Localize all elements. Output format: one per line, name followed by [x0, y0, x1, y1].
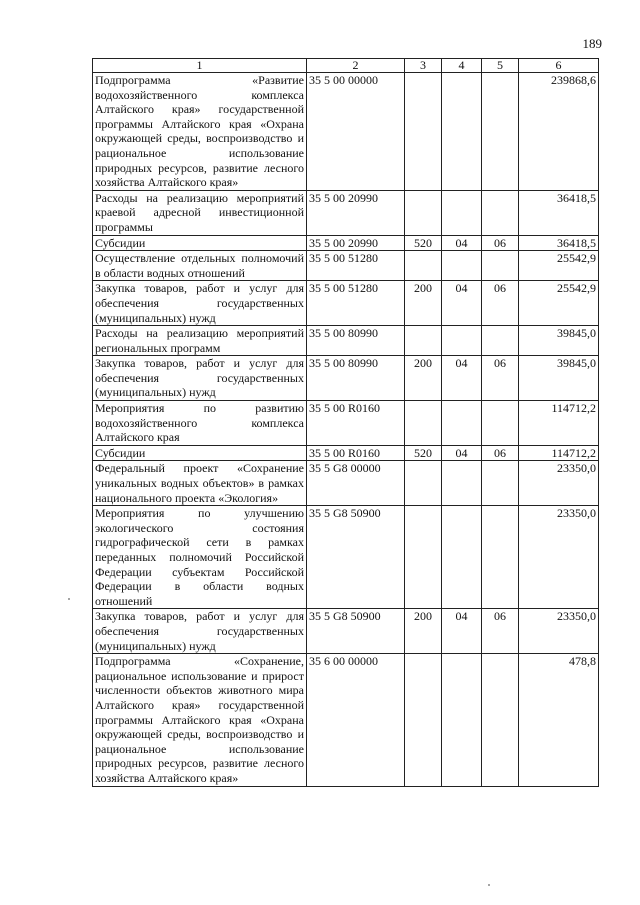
row-code-cell: 35 5 G8 50900 — [307, 609, 405, 654]
row-code-cell: 35 5 00 R0160 — [307, 445, 405, 461]
table-row — [93, 251, 599, 281]
column-header: 6 — [519, 59, 599, 73]
row-code-cell: 35 5 00 51280 — [307, 281, 405, 326]
row-col5-cell — [482, 506, 519, 609]
row-code-cell: 35 6 00 00000 — [307, 654, 405, 786]
row-name-cell: Подпрограмма «Сохранение, рациональное использование и прирост численности объектов животного мира Алтайского края» государственной программы Алтайского края «Охрана окружающей среды, воспроизводство и рациональное использование природных ресурсов, развитие лесного хозяйства Алтайского края» — [93, 654, 307, 786]
table-row — [93, 356, 599, 401]
table-header-row — [93, 59, 599, 73]
table-row — [93, 190, 599, 235]
row-amount-cell: 23350,0 — [519, 609, 599, 654]
column-header: 4 — [442, 59, 482, 73]
row-name-cell: Субсидии — [93, 235, 307, 251]
row-code-cell: 35 5 00 R0160 — [307, 401, 405, 446]
row-col4-cell: 04 — [442, 281, 482, 326]
row-amount-cell: 39845,0 — [519, 326, 599, 356]
table-row — [93, 73, 599, 191]
row-amount-cell: 114712,2 — [519, 445, 599, 461]
row-col5-cell — [482, 251, 519, 281]
row-name-cell: Субсидии — [93, 445, 307, 461]
row-col3-cell — [405, 190, 442, 235]
row-code-cell: 35 5 00 20990 — [307, 235, 405, 251]
table-row — [93, 281, 599, 326]
row-col3-cell: 200 — [405, 281, 442, 326]
row-col3-cell: 520 — [405, 235, 442, 251]
row-col5-cell: 06 — [482, 356, 519, 401]
row-col4-cell — [442, 506, 482, 609]
row-col5-cell: 06 — [482, 281, 519, 326]
table-row — [93, 506, 599, 609]
row-name-cell: Расходы на реализацию мероприятий региональных программ — [93, 326, 307, 356]
row-col3-cell: 200 — [405, 356, 442, 401]
row-amount-cell: 23350,0 — [519, 506, 599, 609]
row-code-cell: 35 5 G8 50900 — [307, 506, 405, 609]
column-header: 5 — [482, 59, 519, 73]
row-col4-cell — [442, 654, 482, 786]
row-col5-cell: 06 — [482, 235, 519, 251]
row-code-cell: 35 5 00 80990 — [307, 326, 405, 356]
table-row — [93, 326, 599, 356]
row-col5-cell — [482, 326, 519, 356]
row-name-cell: Мероприятия по развитию водохозяйственного комплекса Алтайского края — [93, 401, 307, 446]
table-row — [93, 609, 599, 654]
row-amount-cell: 25542,9 — [519, 251, 599, 281]
row-col3-cell — [405, 401, 442, 446]
row-name-cell: Закупка товаров, работ и услуг для обеспечения государственных (муниципальных) нужд — [93, 609, 307, 654]
row-col5-cell — [482, 401, 519, 446]
row-col3-cell — [405, 326, 442, 356]
row-name-cell: Расходы на реализацию мероприятий краевой адресной инвестиционной программы — [93, 190, 307, 235]
row-col5-cell — [482, 461, 519, 506]
row-code-cell: 35 5 00 51280 — [307, 251, 405, 281]
row-col4-cell — [442, 251, 482, 281]
row-code-cell: 35 5 00 20990 — [307, 190, 405, 235]
row-name-cell: Закупка товаров, работ и услуг для обеспечения государственных (муниципальных) нужд — [93, 281, 307, 326]
row-col3-cell: 520 — [405, 445, 442, 461]
page-number: 189 — [582, 36, 602, 51]
column-header: 3 — [405, 59, 442, 73]
row-amount-cell: 36418,5 — [519, 235, 599, 251]
budget-table — [92, 58, 599, 787]
row-col5-cell — [482, 190, 519, 235]
row-col4-cell: 04 — [442, 235, 482, 251]
row-amount-cell: 239868,6 — [519, 73, 599, 191]
row-col5-cell: 06 — [482, 445, 519, 461]
row-col4-cell — [442, 461, 482, 506]
row-col4-cell: 04 — [442, 609, 482, 654]
row-col3-cell: 200 — [405, 609, 442, 654]
row-col4-cell: 04 — [442, 356, 482, 401]
row-amount-cell: 114712,2 — [519, 401, 599, 446]
column-header: 2 — [307, 59, 405, 73]
row-col5-cell — [482, 654, 519, 786]
row-amount-cell: 36418,5 — [519, 190, 599, 235]
row-code-cell: 35 5 00 00000 — [307, 73, 405, 191]
table-row — [93, 445, 599, 461]
row-name-cell: Федеральный проект «Сохранение уникальных водных объектов» в рамках национального проекта «Экология» — [93, 461, 307, 506]
row-col4-cell — [442, 190, 482, 235]
table-row — [93, 654, 599, 786]
row-col4-cell — [442, 326, 482, 356]
scan-speck — [68, 598, 70, 600]
row-code-cell: 35 5 G8 00000 — [307, 461, 405, 506]
row-col3-cell — [405, 73, 442, 191]
table-row — [93, 401, 599, 446]
row-amount-cell: 39845,0 — [519, 356, 599, 401]
row-col3-cell — [405, 251, 442, 281]
table-row — [93, 235, 599, 251]
row-code-cell: 35 5 00 80990 — [307, 356, 405, 401]
row-col3-cell — [405, 506, 442, 609]
table-row — [93, 461, 599, 506]
row-col3-cell — [405, 654, 442, 786]
row-name-cell: Подпрограмма «Развитие водохозяйственного комплекса Алтайского края» государственной программы Алтайского края «Охрана окружающей среды, воспроизводство и рациональное использование природных ресурсов, развитие лесного хозяйства Алтайского края» — [93, 73, 307, 191]
row-col3-cell — [405, 461, 442, 506]
row-col5-cell — [482, 73, 519, 191]
row-name-cell: Мероприятия по улучшению экологического состояния гидрографической сети в рамках переданных полномочий Российской Федерации субъектам Российской Федерации в области водных отношений — [93, 506, 307, 609]
row-col4-cell: 04 — [442, 445, 482, 461]
row-name-cell: Закупка товаров, работ и услуг для обеспечения государственных (муниципальных) нужд — [93, 356, 307, 401]
row-amount-cell: 478,8 — [519, 654, 599, 786]
row-col5-cell: 06 — [482, 609, 519, 654]
row-col4-cell — [442, 73, 482, 191]
row-col4-cell — [442, 401, 482, 446]
column-header: 1 — [93, 59, 307, 73]
scan-speck — [488, 884, 490, 886]
row-amount-cell: 23350,0 — [519, 461, 599, 506]
row-amount-cell: 25542,9 — [519, 281, 599, 326]
row-name-cell: Осуществление отдельных полномочий в области водных отношений — [93, 251, 307, 281]
